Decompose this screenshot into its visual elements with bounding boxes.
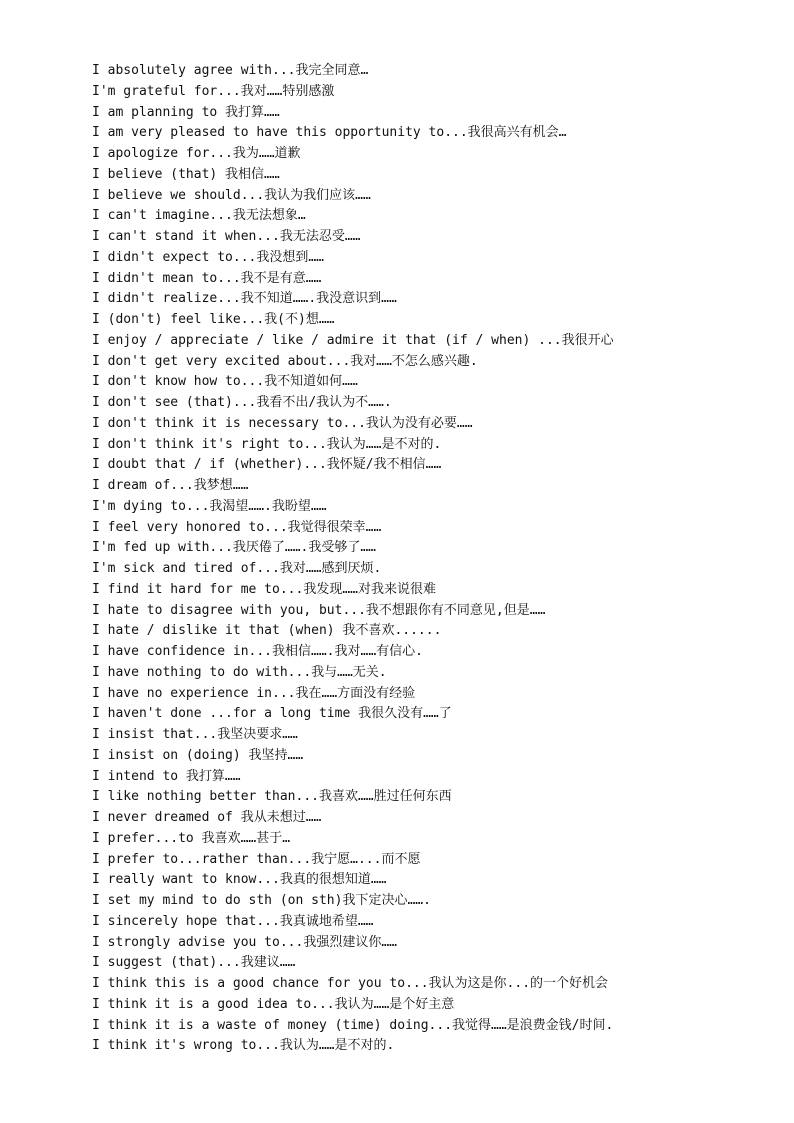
phrase-line: I doubt that / if (whether)...我怀疑/我不相信…… [92, 457, 442, 473]
phrase-line: I believe we should...我认为我们应该…… [92, 187, 371, 203]
phrase-line: I set my mind to do sth (on sth)我下定决心……. [92, 893, 431, 908]
phrase-line: I think it is a good idea to...我认为……是个好主意 [92, 996, 455, 1012]
phrase-line: I strongly advise you to...我强烈建议你…… [92, 934, 397, 950]
phrase-line: I apologize for...我为……道歉 [92, 146, 301, 161]
phrase-line: I don't get very excited about...我对……不怎么感兴趣. [92, 353, 478, 369]
phrase-line: I insist that...我坚决要求…… [92, 727, 298, 742]
phrase-line: I find it hard for me to...我发现……对我来说很难 [92, 581, 436, 597]
phrase-line: I believe (that) 我相信…… [92, 166, 280, 182]
phrase-line: I don't think it is necessary to...我认为没有必要…… [92, 415, 473, 431]
phrase-line: I insist on (doing) 我坚持…… [92, 747, 304, 763]
phrase-line: I really want to know...我真的很想知道…… [92, 872, 387, 888]
phrase-line: I have nothing to do with...我与……无关. [92, 664, 387, 680]
phrase-line: I'm grateful for...我对……特别感激 [92, 83, 335, 99]
phrase-line: I don't see (that)...我看不出/我认为不……. [92, 395, 392, 410]
phrase-line: I hate / dislike it that (when) 我不喜欢...... [92, 623, 442, 639]
phrase-line: I dream of...我梦想…… [92, 478, 249, 493]
phrase-line: I haven't done ...for a long time 我很久没有……了 [92, 706, 452, 722]
phrase-list [92, 61, 772, 1057]
phrase-line: I prefer...to 我喜欢……甚于… [92, 830, 291, 846]
phrase-line: I am very pleased to have this opportunity to...我很高兴有机会… [92, 125, 567, 141]
phrase-line: I never dreamed of 我从未想过…… [92, 810, 322, 825]
phrase-line: I suggest (that)...我建议…… [92, 955, 296, 971]
phrase-line: I (don't) feel like...我(不)想…… [92, 312, 335, 327]
phrase-line: I like nothing better than...我喜欢……胜过任何东西 [92, 789, 452, 805]
phrase-line: I absolutely agree with...我完全同意… [92, 63, 369, 78]
phrase-line: I think it is a waste of money (time) doing...我觉得……是浪费金钱/时间. [92, 1017, 614, 1033]
phrase-line: I'm fed up with...我厌倦了…….我受够了…… [92, 540, 377, 556]
phrase-line: I don't think it's right to...我认为……是不对的. [92, 436, 442, 452]
phrase-line: I feel very honored to...我觉得很荣幸…… [92, 519, 382, 535]
phrase-line: I have confidence in...我相信…….我对……有信心. [92, 644, 423, 659]
phrase-line: I prefer to...rather than...我宁愿…...而不愿 [92, 851, 421, 867]
phrase-line: I sincerely hope that...我真诚地希望…… [92, 913, 374, 929]
phrase-line: I'm dying to...我渴望…….我盼望…… [92, 498, 327, 514]
phrase-line: I have no experience in...我在……方面没有经验 [92, 685, 416, 701]
phrase-line: I enjoy / appreciate / like / admire it that (if / when) ...我很开心 [92, 332, 614, 348]
phrase-line: I didn't expect to...我没想到…… [92, 249, 325, 265]
phrase-line: I can't imagine...我无法想象… [92, 208, 306, 224]
phrase-line: I don't know how to...我不知道如何…… [92, 374, 358, 390]
phrase-line: I hate to disagree with you, but...我不想跟你有不同意见,但是…… [92, 602, 546, 618]
phrase-line: I can't stand it when...我无法忍受…… [92, 229, 361, 244]
phrase-line: I think it's wrong to...我认为……是不对的. [92, 1038, 395, 1054]
phrase-line: I'm sick and tired of...我对……感到厌烦. [92, 561, 382, 576]
phrase-line: I intend to 我打算…… [92, 768, 241, 784]
phrase-line: I didn't realize...我不知道…….我没意识到…… [92, 291, 397, 307]
phrase-line: I didn't mean to...我不是有意…… [92, 270, 322, 286]
phrase-line: I am planning to 我打算…… [92, 104, 280, 120]
phrase-line: I think this is a good chance for you to...我认为这是你...的一个好机会 [92, 976, 609, 991]
